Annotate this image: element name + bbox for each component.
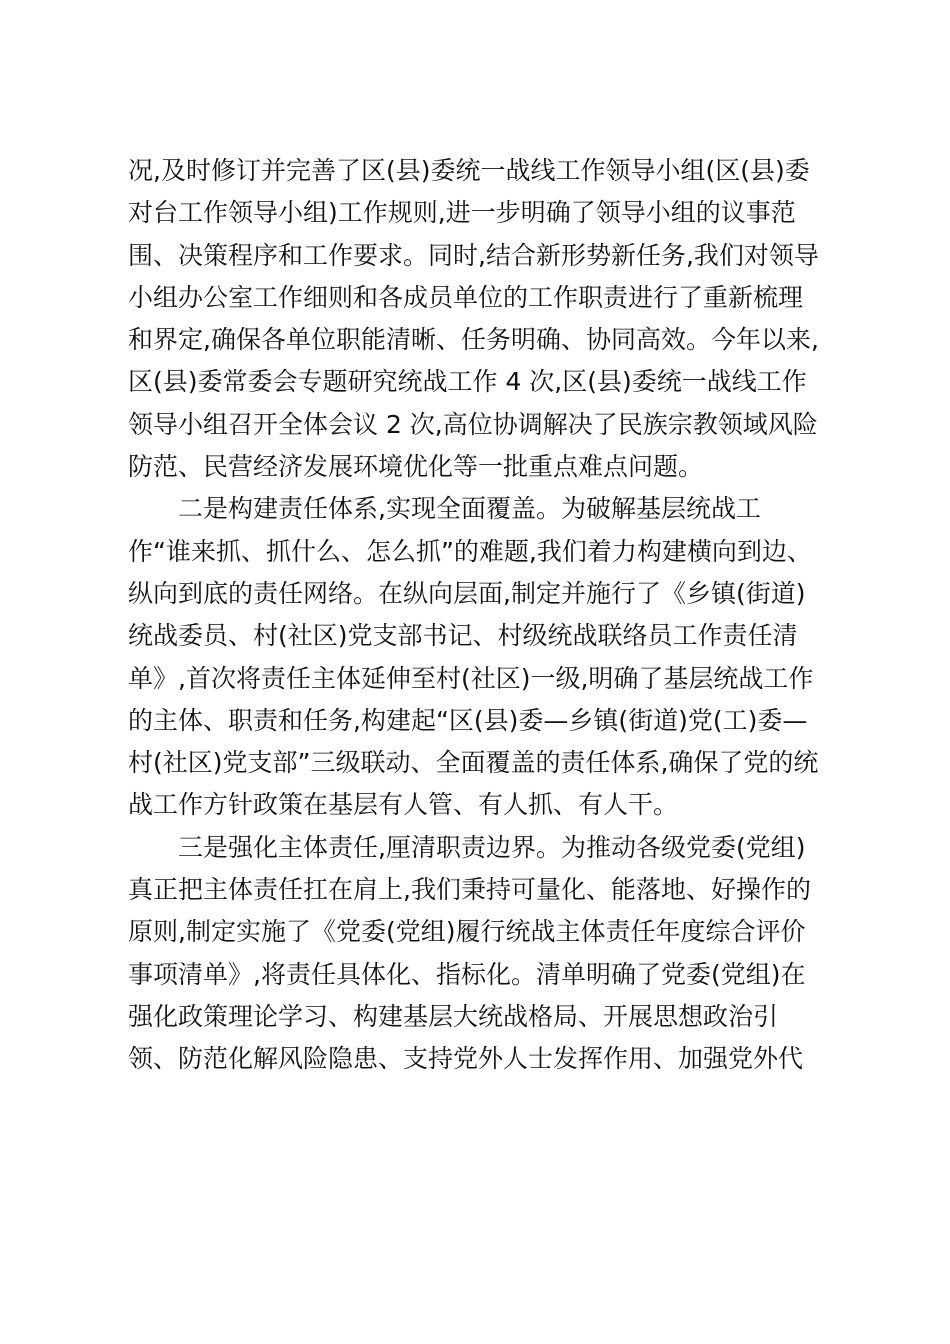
text-line: 作“谁来抓、抓什么、怎么抓”的难题,我们着力构建横向到边、 [128,536,812,566]
text-line: 村(社区)党支部”三级联动、全面覆盖的责任体系,确保了党的统 [128,748,819,778]
text-line: 强化政策理论学习、构建基层大统战格局、开展思想政治引 [128,1001,779,1031]
text-line: 战工作方针政策在基层有人管、有人抓、有人干。 [128,790,679,820]
text-line: 真正把主体责任扛在肩上,我们秉持可量化、能落地、好操作的 [128,875,811,905]
paragraph-first-line: 二是构建责任体系,实现全面覆盖。为破解基层统战工 [178,494,761,524]
text-line: 区(县)委常委会专题研究统战工作 4 次,区(县)委统一战线工作 [128,367,807,397]
text-line: 围、决策程序和工作要求。同时,结合新形势新任务,我们对领导 [128,240,819,270]
text-line: 领导小组召开全体会议 2 次,高位协调解决了民族宗教领域风险 [128,409,818,439]
text-line: 对台工作领导小组)工作规则,进一步明确了领导小组的议事范 [128,198,796,228]
text-line: 单》,首次将责任主体延伸至村(社区)一级,明确了基层统战工作 [128,663,814,693]
text-line: 小组办公室工作细则和各成员单位的工作职责进行了重新梳理 [128,282,804,312]
text-line: 原则,制定实施了《党委(党组)履行统战主体责任年度综合评价 [128,917,806,947]
text-line: 事项清单》,将责任具体化、指标化。清单明确了党委(党组)在 [128,959,806,989]
text-line: 纵向到底的责任网络。在纵向层面,制定并施行了《乡镇(街道) [128,578,806,608]
text-line: 防范、民营经济发展环境优化等一批重点难点问题。 [128,452,704,482]
text-line: 况,及时修订并完善了区(县)委统一战线工作领导小组(区(县)委 [128,156,810,185]
text-line: 的主体、职责和任务,构建起“区(县)委—乡镇(街道)党(工)委— [128,705,808,735]
paragraph-first-line: 三是强化主体责任,厘清职责边界。为推动各级党委(党组) [178,832,806,862]
text-line: 领、防范化解风险隐患、支持党外人士发挥作用、加强党外代 [128,1044,804,1074]
text-line: 和界定,确保各单位职能清晰、任务明确、协同高效。今年以来, [128,325,819,355]
document-body [128,150,848,1081]
text-line: 统战委员、村(社区)党支部书记、村级统战联络员工作责任清 [128,621,798,651]
